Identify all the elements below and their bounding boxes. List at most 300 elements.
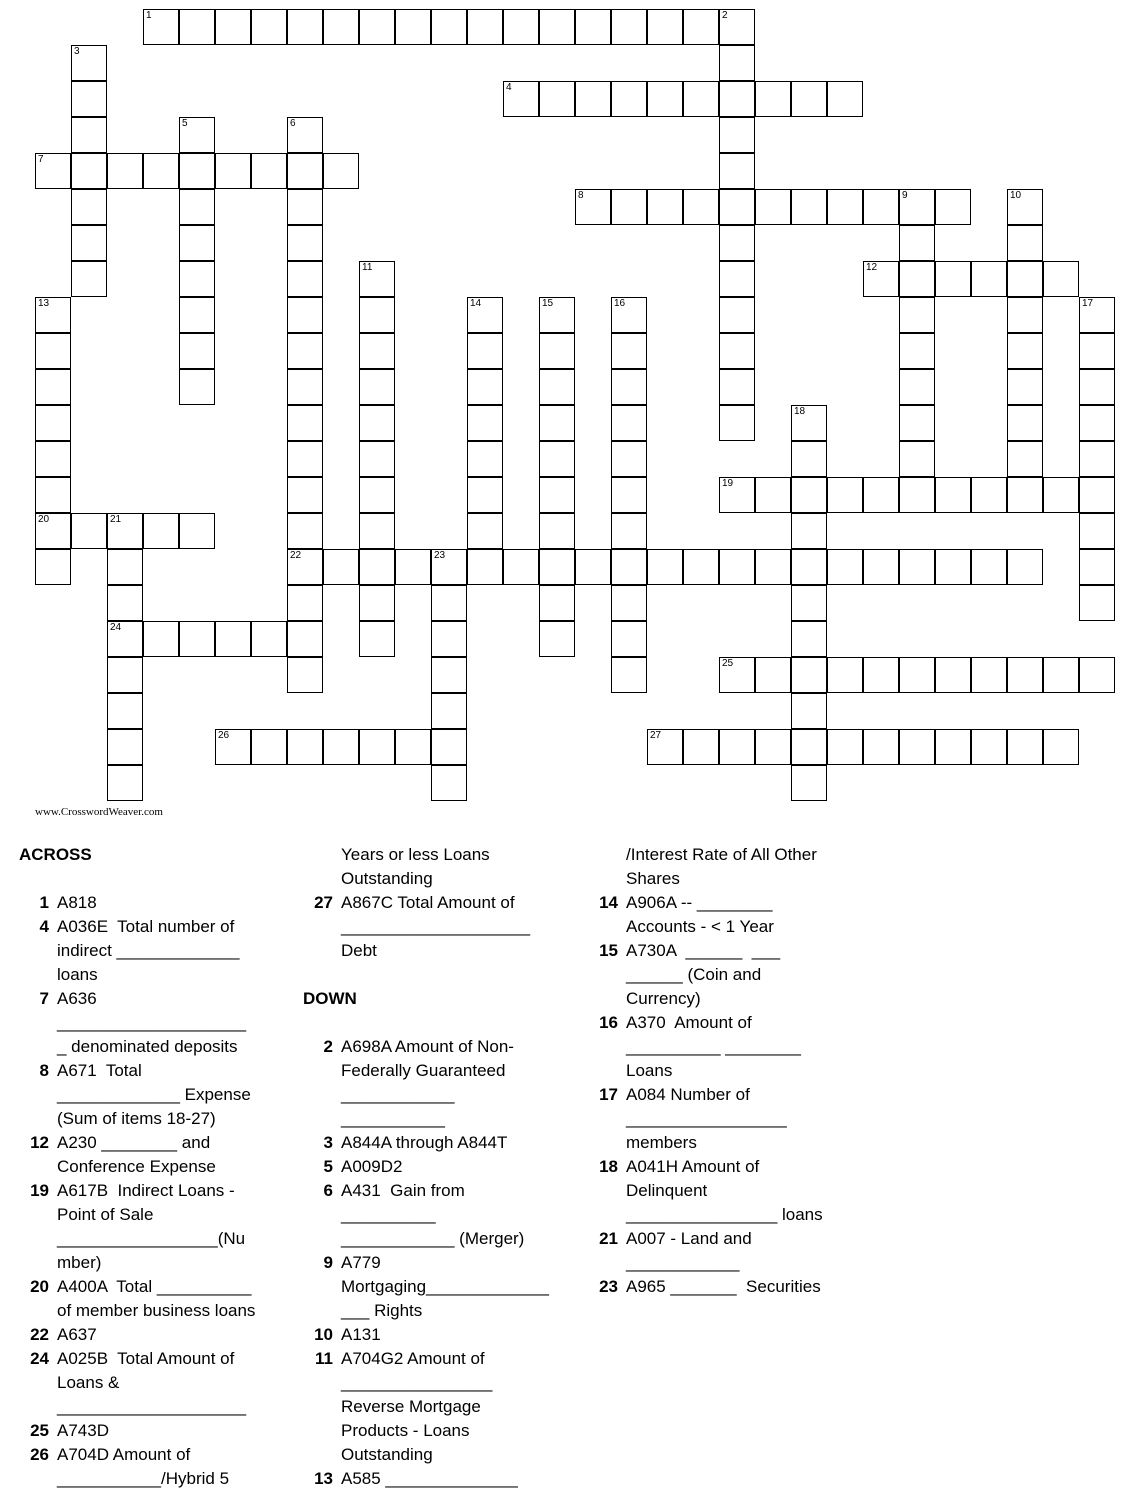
grid-cell[interactable] — [539, 441, 575, 477]
grid-cell[interactable] — [791, 621, 827, 657]
grid-cell[interactable] — [431, 693, 467, 729]
clue-num: 1 — [39, 893, 49, 912]
grid-cell[interactable] — [287, 405, 323, 441]
grid-cell[interactable] — [971, 729, 1007, 765]
grid-cell[interactable] — [179, 117, 215, 153]
grid-cell[interactable] — [431, 765, 467, 801]
grid-cell[interactable] — [71, 81, 107, 117]
grid-cell[interactable] — [971, 477, 1007, 513]
grid-cell[interactable] — [827, 81, 863, 117]
grid-cell[interactable] — [719, 369, 755, 405]
grid-cell[interactable] — [287, 621, 323, 657]
grid-cell[interactable] — [179, 261, 215, 297]
grid-cell[interactable] — [899, 333, 935, 369]
grid-cell[interactable] — [323, 9, 359, 45]
grid-cell[interactable] — [1079, 297, 1115, 333]
grid-cell[interactable] — [611, 477, 647, 513]
grid-cell[interactable] — [1079, 441, 1115, 477]
grid-cell[interactable] — [35, 297, 71, 333]
clue-num: 6 — [323, 1181, 333, 1200]
grid-cell[interactable] — [359, 513, 395, 549]
grid-cell[interactable] — [359, 261, 395, 297]
grid-cell[interactable] — [287, 441, 323, 477]
grid-cell[interactable] — [107, 729, 143, 765]
grid-cell[interactable] — [359, 441, 395, 477]
grid-cell[interactable] — [647, 729, 683, 765]
down-header: DOWN — [303, 989, 357, 1008]
grid-cell[interactable] — [611, 441, 647, 477]
grid-cell[interactable] — [179, 297, 215, 333]
grid-cell[interactable] — [575, 9, 611, 45]
grid-cell[interactable] — [1079, 657, 1115, 693]
across-clue — [19, 915, 289, 987]
clue-text: /Interest Rate of All Other Shares — [626, 845, 817, 888]
across-clue — [303, 891, 568, 963]
grid-cell[interactable] — [215, 729, 251, 765]
grid-cell[interactable] — [611, 585, 647, 621]
grid-cell[interactable] — [935, 729, 971, 765]
grid-cell[interactable] — [647, 549, 683, 585]
grid-cell[interactable] — [1007, 405, 1043, 441]
grid-cell[interactable] — [611, 513, 647, 549]
grid-cell[interactable] — [467, 9, 503, 45]
grid-cell[interactable] — [359, 585, 395, 621]
clue-number: 10 — [1010, 190, 1022, 201]
grid-cell[interactable] — [179, 621, 215, 657]
clue-number: 27 — [650, 730, 662, 741]
grid-cell[interactable] — [1079, 405, 1115, 441]
across-clue — [19, 1443, 289, 1491]
grid-cell[interactable] — [719, 153, 755, 189]
grid-cell[interactable] — [35, 153, 71, 189]
grid-cell[interactable] — [647, 9, 683, 45]
grid-cell[interactable] — [467, 405, 503, 441]
grid-cell[interactable] — [899, 729, 935, 765]
grid-cell[interactable] — [359, 9, 395, 45]
grid-cell[interactable] — [791, 441, 827, 477]
grid-cell[interactable] — [395, 549, 431, 585]
grid-cell[interactable] — [539, 621, 575, 657]
grid-cell[interactable] — [35, 477, 71, 513]
grid-cell[interactable] — [611, 405, 647, 441]
grid-cell[interactable] — [287, 729, 323, 765]
grid-cell[interactable] — [1007, 225, 1043, 261]
grid-cell[interactable] — [719, 117, 755, 153]
grid-cell[interactable] — [719, 297, 755, 333]
grid-cell[interactable] — [719, 477, 755, 513]
grid-cell[interactable] — [611, 297, 647, 333]
grid-cell[interactable] — [359, 297, 395, 333]
grid-cell[interactable] — [1007, 333, 1043, 369]
clue-number: 4 — [506, 82, 512, 93]
grid-cell[interactable] — [395, 9, 431, 45]
grid-cell[interactable] — [827, 549, 863, 585]
grid-cell[interactable] — [179, 369, 215, 405]
clue-num: 5 — [323, 1157, 333, 1176]
grid-cell[interactable] — [575, 189, 611, 225]
grid-cell[interactable] — [791, 585, 827, 621]
grid-cell[interactable] — [863, 477, 899, 513]
clue-text: A036E Total number of indirect _____________ loans — [57, 917, 240, 984]
grid-cell[interactable] — [287, 333, 323, 369]
grid-cell[interactable] — [719, 189, 755, 225]
grid-cell[interactable] — [287, 477, 323, 513]
grid-cell[interactable] — [611, 9, 647, 45]
grid-cell[interactable] — [611, 657, 647, 693]
grid-cell[interactable] — [719, 549, 755, 585]
clue-num: 8 — [39, 1061, 49, 1080]
grid-cell[interactable] — [71, 513, 107, 549]
grid-cell[interactable] — [287, 549, 323, 585]
grid-cell[interactable] — [107, 549, 143, 585]
clue-text: A230 ________ and Conference Expense — [57, 1133, 216, 1176]
grid-cell[interactable] — [1007, 189, 1043, 225]
clue-number: 17 — [1082, 298, 1094, 309]
clue-text: Years or less Loans Outstanding — [341, 845, 490, 888]
grid-cell[interactable] — [71, 153, 107, 189]
grid-cell[interactable] — [971, 657, 1007, 693]
grid-cell[interactable] — [1007, 441, 1043, 477]
grid-cell[interactable] — [935, 549, 971, 585]
grid-cell[interactable] — [1043, 477, 1079, 513]
clue-num: 18 — [599, 1157, 618, 1176]
grid-cell[interactable] — [467, 513, 503, 549]
grid-cell[interactable] — [899, 657, 935, 693]
clue-text: A730A ______ ___ ______ (Coin and Currency) — [626, 941, 781, 1008]
grid-cell[interactable] — [143, 153, 179, 189]
grid-cell[interactable] — [71, 261, 107, 297]
clue-column-1 — [19, 843, 289, 1491]
grid-cell[interactable] — [359, 369, 395, 405]
grid-cell[interactable] — [899, 261, 935, 297]
clue-number: 21 — [110, 514, 122, 525]
grid-cell[interactable] — [71, 117, 107, 153]
grid-cell[interactable] — [539, 585, 575, 621]
clue-number: 26 — [218, 730, 230, 741]
grid-cell[interactable] — [287, 261, 323, 297]
grid-cell[interactable] — [359, 621, 395, 657]
clue-number: 15 — [542, 298, 554, 309]
grid-cell[interactable] — [35, 405, 71, 441]
grid-cell[interactable] — [791, 81, 827, 117]
grid-cell[interactable] — [431, 657, 467, 693]
grid-cell[interactable] — [683, 549, 719, 585]
grid-cell[interactable] — [395, 729, 431, 765]
grid-cell[interactable] — [971, 261, 1007, 297]
grid-cell[interactable] — [539, 477, 575, 513]
grid-cell[interactable] — [467, 333, 503, 369]
clue-text: A704D Amount of ___________/Hybrid 5 — [57, 1445, 230, 1488]
grid-cell[interactable] — [575, 81, 611, 117]
grid-cell[interactable] — [179, 225, 215, 261]
grid-cell[interactable] — [719, 45, 755, 81]
clue-num: 2 — [323, 1037, 333, 1056]
grid-cell[interactable] — [107, 585, 143, 621]
grid-cell[interactable] — [899, 297, 935, 333]
clue-text: A041H Amount of Delinquent ________________ loans — [626, 1157, 823, 1224]
grid-cell[interactable] — [179, 513, 215, 549]
grid-cell[interactable] — [287, 225, 323, 261]
grid-cell[interactable] — [935, 477, 971, 513]
grid-cell[interactable] — [683, 729, 719, 765]
grid-cell[interactable] — [683, 81, 719, 117]
clue-num: 14 — [599, 893, 618, 912]
clue-text: A585 ______________ — [341, 1469, 518, 1488]
grid-cell[interactable] — [1007, 729, 1043, 765]
grid-cell[interactable] — [1007, 477, 1043, 513]
grid-cell[interactable] — [323, 153, 359, 189]
grid-cell[interactable] — [1043, 261, 1079, 297]
clue-text: A431 Gain from __________ ____________ (Merger) — [341, 1181, 525, 1248]
grid-cell[interactable] — [1007, 657, 1043, 693]
down-clue — [588, 939, 848, 1011]
grid-cell[interactable] — [71, 189, 107, 225]
clue-number: 3 — [74, 46, 80, 57]
clue-text: A867C Total Amount of ____________________ Debt — [341, 893, 531, 960]
clue-number: 18 — [794, 406, 806, 417]
grid-cell[interactable] — [863, 261, 899, 297]
across-clue — [19, 1347, 289, 1419]
grid-cell[interactable] — [539, 549, 575, 585]
grid-cell[interactable] — [647, 189, 683, 225]
clue-text: A370 Amount of __________ ________ Loans — [626, 1013, 801, 1080]
grid-cell[interactable] — [467, 549, 503, 585]
grid-cell[interactable] — [611, 369, 647, 405]
grid-cell[interactable] — [827, 189, 863, 225]
grid-cell[interactable] — [431, 9, 467, 45]
grid-cell[interactable] — [143, 9, 179, 45]
grid-cell[interactable] — [899, 225, 935, 261]
grid-cell[interactable] — [863, 189, 899, 225]
clue-number: 14 — [470, 298, 482, 309]
grid-cell[interactable] — [719, 657, 755, 693]
grid-cell[interactable] — [899, 369, 935, 405]
grid-cell[interactable] — [179, 333, 215, 369]
grid-cell[interactable] — [1007, 297, 1043, 333]
grid-cell[interactable] — [611, 333, 647, 369]
grid-cell[interactable] — [1007, 369, 1043, 405]
grid-cell[interactable] — [1043, 657, 1079, 693]
grid-cell[interactable] — [719, 225, 755, 261]
grid-cell[interactable] — [287, 117, 323, 153]
grid-cell[interactable] — [899, 405, 935, 441]
clue-text: A400A Total __________ of member business loans — [57, 1277, 256, 1320]
grid-cell[interactable] — [755, 549, 791, 585]
grid-cell[interactable] — [791, 513, 827, 549]
grid-cell[interactable] — [647, 81, 683, 117]
grid-cell[interactable] — [107, 693, 143, 729]
across-clue — [19, 1131, 289, 1179]
grid-cell[interactable] — [431, 729, 467, 765]
grid-cell[interactable] — [431, 549, 467, 585]
clue-text: A007 - Land and ____________ — [626, 1229, 752, 1272]
grid-cell[interactable] — [755, 657, 791, 693]
grid-cell[interactable] — [899, 549, 935, 585]
grid-cell[interactable] — [755, 729, 791, 765]
grid-cell[interactable] — [719, 261, 755, 297]
grid-cell[interactable] — [755, 189, 791, 225]
grid-cell[interactable] — [503, 9, 539, 45]
grid-cell[interactable] — [611, 621, 647, 657]
grid-cell[interactable] — [107, 153, 143, 189]
grid-cell[interactable] — [899, 189, 935, 225]
grid-cell[interactable] — [575, 549, 611, 585]
grid-cell[interactable] — [467, 441, 503, 477]
grid-cell[interactable] — [539, 9, 575, 45]
grid-cell[interactable] — [71, 45, 107, 81]
grid-cell[interactable] — [719, 405, 755, 441]
grid-cell[interactable] — [179, 9, 215, 45]
grid-cell[interactable] — [971, 549, 1007, 585]
grid-cell[interactable] — [611, 81, 647, 117]
grid-cell[interactable] — [1079, 369, 1115, 405]
grid-cell[interactable] — [719, 81, 755, 117]
grid-cell[interactable] — [683, 9, 719, 45]
grid-cell[interactable] — [719, 333, 755, 369]
clue-num: 23 — [599, 1277, 618, 1296]
grid-cell[interactable] — [1079, 585, 1115, 621]
clue-num: 21 — [599, 1229, 618, 1248]
grid-cell[interactable] — [719, 9, 755, 45]
grid-cell[interactable] — [251, 153, 287, 189]
grid-cell[interactable] — [1043, 729, 1079, 765]
across-clue-continued — [303, 843, 568, 891]
grid-cell[interactable] — [719, 729, 755, 765]
clue-num: 3 — [323, 1133, 333, 1152]
down-clue — [303, 1179, 568, 1251]
grid-cell[interactable] — [107, 657, 143, 693]
grid-cell[interactable] — [503, 549, 539, 585]
grid-cell[interactable] — [863, 657, 899, 693]
grid-cell[interactable] — [251, 729, 287, 765]
clue-num: 26 — [30, 1445, 49, 1464]
grid-cell[interactable] — [899, 477, 935, 513]
grid-cell[interactable] — [251, 621, 287, 657]
grid-cell[interactable] — [143, 513, 179, 549]
grid-cell[interactable] — [431, 585, 467, 621]
grid-cell[interactable] — [539, 369, 575, 405]
grid-cell[interactable] — [791, 477, 827, 513]
grid-cell[interactable] — [791, 657, 827, 693]
grid-cell[interactable] — [287, 657, 323, 693]
grid-cell[interactable] — [215, 153, 251, 189]
grid-cell[interactable] — [287, 297, 323, 333]
grid-cell[interactable] — [467, 477, 503, 513]
credit-text: www.CrosswordWeaver.com — [35, 806, 163, 818]
across-clue — [19, 1275, 289, 1323]
grid-cell[interactable] — [215, 9, 251, 45]
grid-cell[interactable] — [107, 621, 143, 657]
grid-cell[interactable] — [143, 621, 179, 657]
grid-cell[interactable] — [431, 621, 467, 657]
grid-cell[interactable] — [1079, 477, 1115, 513]
grid-cell[interactable] — [287, 189, 323, 225]
grid-cell[interactable] — [791, 189, 827, 225]
grid-cell[interactable] — [359, 477, 395, 513]
grid-cell[interactable] — [179, 153, 215, 189]
grid-cell[interactable] — [827, 657, 863, 693]
grid-cell[interactable] — [611, 189, 647, 225]
grid-cell[interactable] — [359, 549, 395, 585]
grid-cell[interactable] — [287, 369, 323, 405]
across-clue — [19, 1419, 289, 1443]
grid-cell[interactable] — [35, 333, 71, 369]
clue-num: 20 — [30, 1277, 49, 1296]
grid-cell[interactable] — [755, 81, 791, 117]
clue-num: 12 — [30, 1133, 49, 1152]
grid-cell[interactable] — [791, 729, 827, 765]
grid-cell[interactable] — [287, 513, 323, 549]
grid-cell[interactable] — [503, 81, 539, 117]
down-clue — [588, 1155, 848, 1227]
grid-cell[interactable] — [71, 225, 107, 261]
grid-cell[interactable] — [1079, 549, 1115, 585]
grid-cell[interactable] — [467, 297, 503, 333]
grid-cell[interactable] — [791, 405, 827, 441]
grid-cell[interactable] — [323, 549, 359, 585]
grid-cell[interactable] — [287, 585, 323, 621]
grid-cell[interactable] — [755, 477, 791, 513]
grid-cell[interactable] — [863, 549, 899, 585]
grid-cell[interactable] — [539, 405, 575, 441]
grid-cell[interactable] — [539, 81, 575, 117]
clue-text: A671 Total _____________ Expense (Sum of items 18-27) — [57, 1061, 251, 1128]
grid-cell[interactable] — [35, 513, 71, 549]
grid-cell[interactable] — [107, 765, 143, 801]
grid-cell[interactable] — [791, 693, 827, 729]
grid-cell[interactable] — [863, 729, 899, 765]
grid-cell[interactable] — [467, 369, 503, 405]
clue-num: 4 — [39, 917, 49, 936]
grid-cell[interactable] — [323, 729, 359, 765]
grid-cell[interactable] — [35, 549, 71, 585]
grid-cell[interactable] — [179, 189, 215, 225]
grid-cell[interactable] — [539, 513, 575, 549]
grid-cell[interactable] — [539, 297, 575, 333]
across-list-a — [19, 891, 289, 1491]
grid-cell[interactable] — [1007, 549, 1043, 585]
grid-cell[interactable] — [1007, 261, 1043, 297]
grid-cell[interactable] — [35, 441, 71, 477]
grid-cell[interactable] — [611, 549, 647, 585]
grid-cell[interactable] — [899, 441, 935, 477]
grid-cell[interactable] — [215, 621, 251, 657]
grid-cell[interactable] — [287, 153, 323, 189]
clue-number: 6 — [290, 118, 296, 129]
grid-cell[interactable] — [791, 765, 827, 801]
grid-cell[interactable] — [1079, 333, 1115, 369]
grid-cell[interactable] — [35, 369, 71, 405]
grid-cell[interactable] — [935, 657, 971, 693]
grid-cell[interactable] — [359, 405, 395, 441]
grid-cell[interactable] — [827, 477, 863, 513]
grid-cell[interactable] — [791, 549, 827, 585]
grid-cell[interactable] — [359, 729, 395, 765]
grid-cell[interactable] — [683, 189, 719, 225]
grid-cell[interactable] — [1079, 513, 1115, 549]
grid-cell[interactable] — [251, 9, 287, 45]
grid-cell[interactable] — [935, 261, 971, 297]
grid-cell[interactable] — [539, 333, 575, 369]
grid-cell[interactable] — [107, 513, 143, 549]
grid-cell[interactable] — [359, 333, 395, 369]
down-clue — [588, 1083, 848, 1155]
grid-cell[interactable] — [287, 9, 323, 45]
clue-num — [303, 843, 341, 891]
clue-text: A779 Mortgaging_____________ ___ Rights — [341, 1253, 549, 1320]
grid-cell[interactable] — [935, 189, 971, 225]
grid-cell[interactable] — [827, 729, 863, 765]
